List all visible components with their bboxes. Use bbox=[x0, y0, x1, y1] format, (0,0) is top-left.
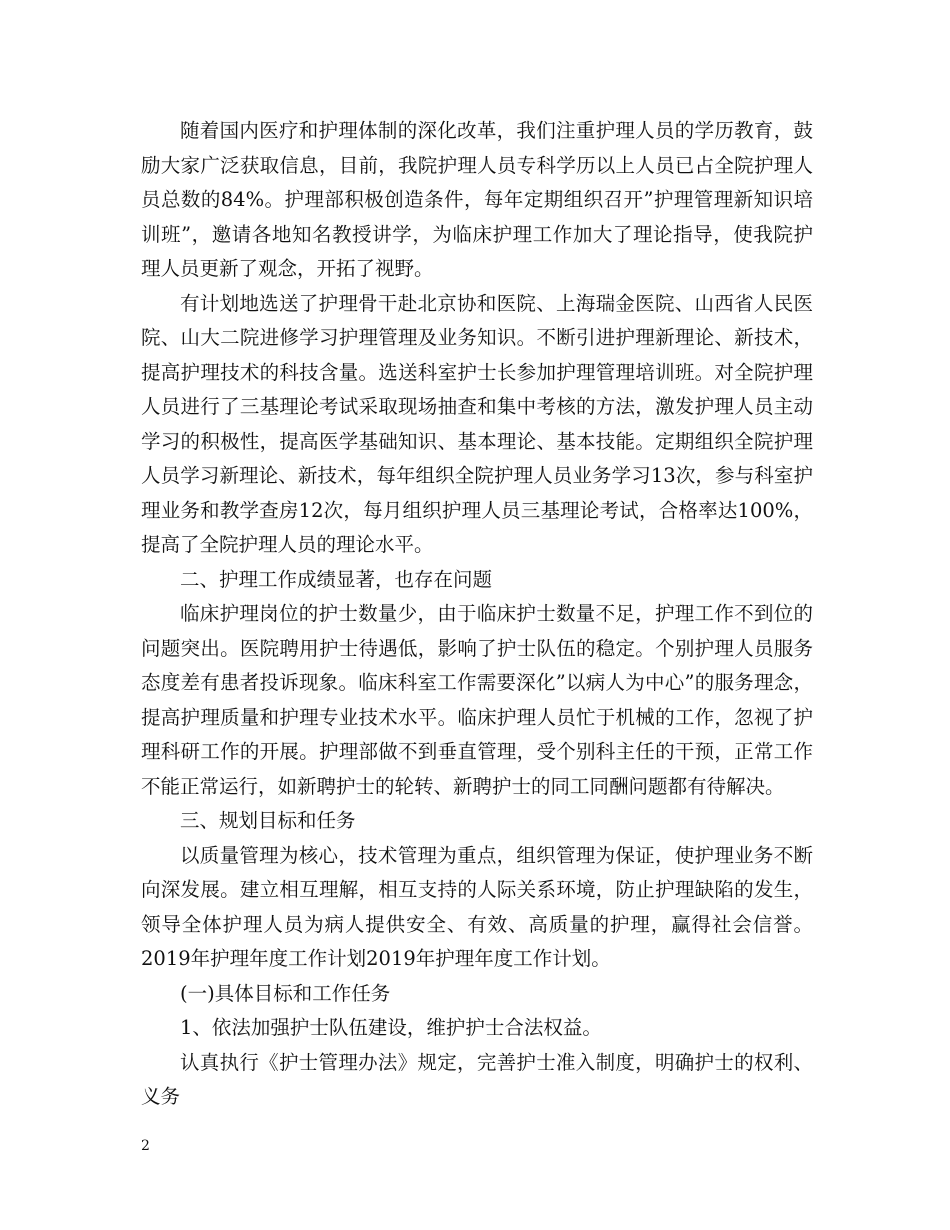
paragraph-training: 有计划地选送了护理骨干赴北京协和医院、上海瑞金医院、山西省人民医院、山大二院进修学习护理管理及业务知识。不断引进护理新理论、新技术，提高护理技术的科技含量。选送科室护士长参加护理管理培训班。对全院护理人员进行了三基理论考试采取现场抽查和集中考核的方法，激发护理人员主动学习的积极性，提高医学基础知识、基本理论、基本技能。定期组织全院护理人员学习新理论、新技术，每年组织全院护理人员业务学习13次，参与科室护理业务和教学查房12次，每月组织护理人员三基理论考试，合格率达100%，提高了全院护理人员的理论水平。 bbox=[141, 291, 813, 556]
section-heading-goals: 三、规划目标和任务 bbox=[180, 809, 356, 832]
section-heading-achievements: 二、护理工作成绩显著，也存在问题 bbox=[180, 567, 493, 591]
paragraph-problems: 临床护理岗位的护士数量少，由于临床护士数量不足，护理工作不到位的问题突出。医院聘用护士待遇低，影响了护士队伍的稳定。个别护理人员服务态度差有患者投诉现象。临床科室工作需要深化”以病人为中心”的服务理念，提高护理质量和护理专业技术水平。临床护理人员忙于机械的工作，忽视了护理科研工作的开展。护理部做不到垂直管理，受个别科主任的干预，正常工作不能正常运行，如新聘护士的轮转、新聘护士的同工同酬问题都有待解决。 bbox=[141, 602, 813, 798]
list-item-staff-building: 1、依法加强护士队伍建设，维护护士合法权益。 bbox=[180, 1016, 602, 1039]
paragraph-regulations: 认真执行《护士管理办法》规定，完善护士准入制度，明确护士的权利、义务 bbox=[141, 1050, 813, 1108]
paragraph-goals: 以质量管理为核心，技术管理为重点，组织管理为保证，使护理业务不断向深发展。建立相互理解，相互支持的人际关系环境，防止护理缺陷的发生，领导全体护理人员为病人提供安全、有效、高质量的护理，赢得社会信誉。2019年护理年度工作计划2019年护理年度工作计划。 bbox=[141, 843, 813, 970]
document-body bbox=[141, 114, 813, 1115]
page-number: 2 bbox=[141, 1138, 150, 1154]
paragraph-education: 随着国内医疗和护理体制的深化改革，我们注重护理人员的学历教育，鼓励大家广泛获取信息，目前，我院护理人员专科学历以上人员已占全院护理人员总数的84%。护理部积极创造条件，每年定期组织召开”护理管理新知识培训班”，邀请各地知名教授讲学，为临床护理工作加大了理论指导，使我院护理人员更新了观念，开拓了视野。 bbox=[141, 119, 813, 280]
subsection-heading-targets: (一)具体目标和工作任务 bbox=[180, 981, 391, 1005]
